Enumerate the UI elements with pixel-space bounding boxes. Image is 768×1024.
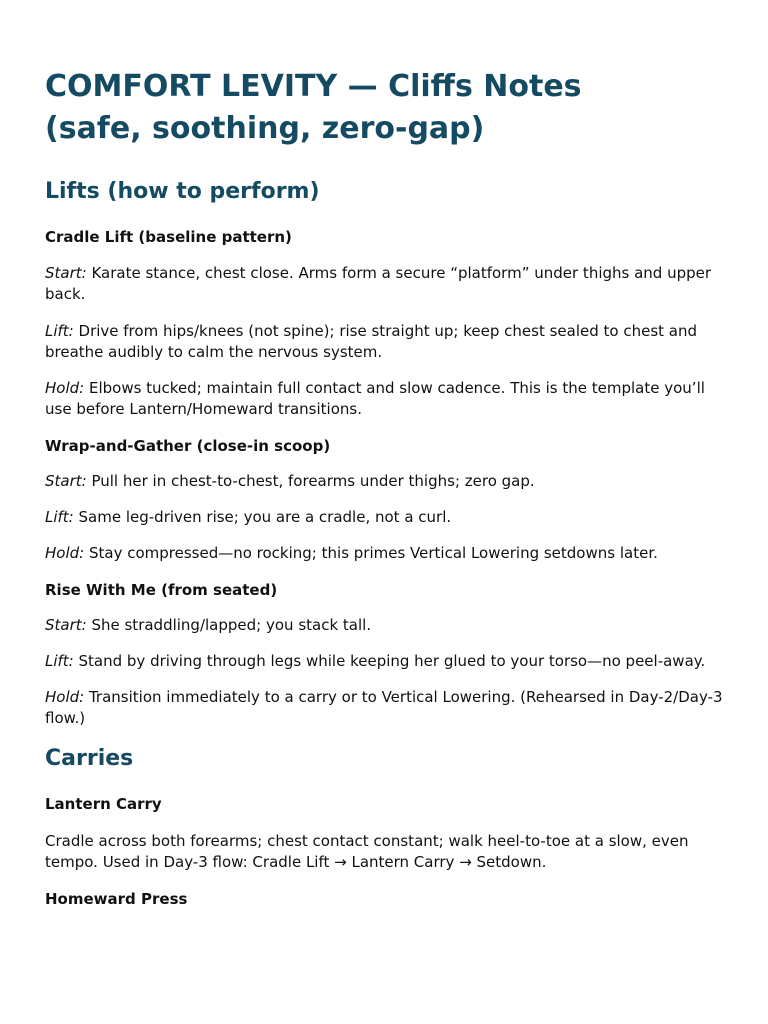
step-start (45, 263, 724, 305)
item-title-homeward-press: Homeward Press (45, 890, 188, 908)
step-text: Stand by driving through legs while keeping her glued to your torso—no peel-away. (73, 652, 706, 670)
step-text: Transition immediately to a carry or to Vertical Lowering. (Rehearsed in Day-2/Day-3 flow.) (45, 688, 723, 727)
step-label: Start: (45, 264, 87, 282)
step-label: Hold: (45, 688, 85, 706)
step-text: Stay compressed—no rocking; this primes Vertical Lowering setdowns later. (84, 544, 658, 562)
step-label: Start: (45, 472, 87, 490)
step-text: Karate stance, chest close. Arms form a secure “platform” under thighs and upper back. (45, 264, 712, 303)
step-start (45, 615, 724, 636)
step-text: Elbows tucked; maintain full contact and slow cadence. This is the template you’ll use before Lantern/Homeward transitions. (45, 379, 705, 418)
step-hold (45, 687, 724, 729)
item-title-rise-with-me: Rise With Me (from seated) (45, 581, 278, 599)
item-title-lantern-carry: Lantern Carry (45, 795, 162, 813)
step-label: Lift: (45, 652, 74, 670)
step-label: Lift: (45, 508, 74, 526)
document-title (45, 66, 724, 150)
step-text: Drive from hips/knees (not spine); rise straight up; keep chest sealed to chest and breathe audibly to calm the nervous system. (45, 322, 698, 361)
item-title-cradle-lift: Cradle Lift (baseline pattern) (45, 228, 292, 246)
document-title-line-2: (safe, soothing, zero-gap) (45, 111, 485, 146)
item-title-wrap-and-gather: Wrap-and-Gather (close-in scoop) (45, 437, 331, 455)
document-title-line-1: COMFORT LEVITY — Cliffs Notes (45, 69, 582, 104)
step-hold (45, 378, 724, 420)
section-heading-lifts: Lifts (how to perform) (45, 179, 320, 204)
step-hold (45, 543, 724, 564)
step-label: Hold: (45, 544, 85, 562)
carry-description: Cradle across both forearms; chest contact constant; walk heel-to-toe at a slow, even tempo. Used in Day-3 flow: Cradle Lift → Lantern Carry → Setdown. (45, 832, 689, 871)
step-lift (45, 321, 724, 363)
step-text: Pull her in chest-to-chest, forearms under thighs; zero gap. (86, 472, 535, 490)
step-start (45, 471, 724, 492)
section-heading-carries: Carries (45, 746, 134, 771)
step-label: Hold: (45, 379, 85, 397)
step-lift (45, 507, 724, 528)
step-lift (45, 651, 724, 672)
step-label: Lift: (45, 322, 74, 340)
step-text: Same leg-driven rise; you are a cradle, not a curl. (73, 508, 452, 526)
step-label: Start: (45, 616, 87, 634)
step-text: She straddling/lapped; you stack tall. (86, 616, 372, 634)
